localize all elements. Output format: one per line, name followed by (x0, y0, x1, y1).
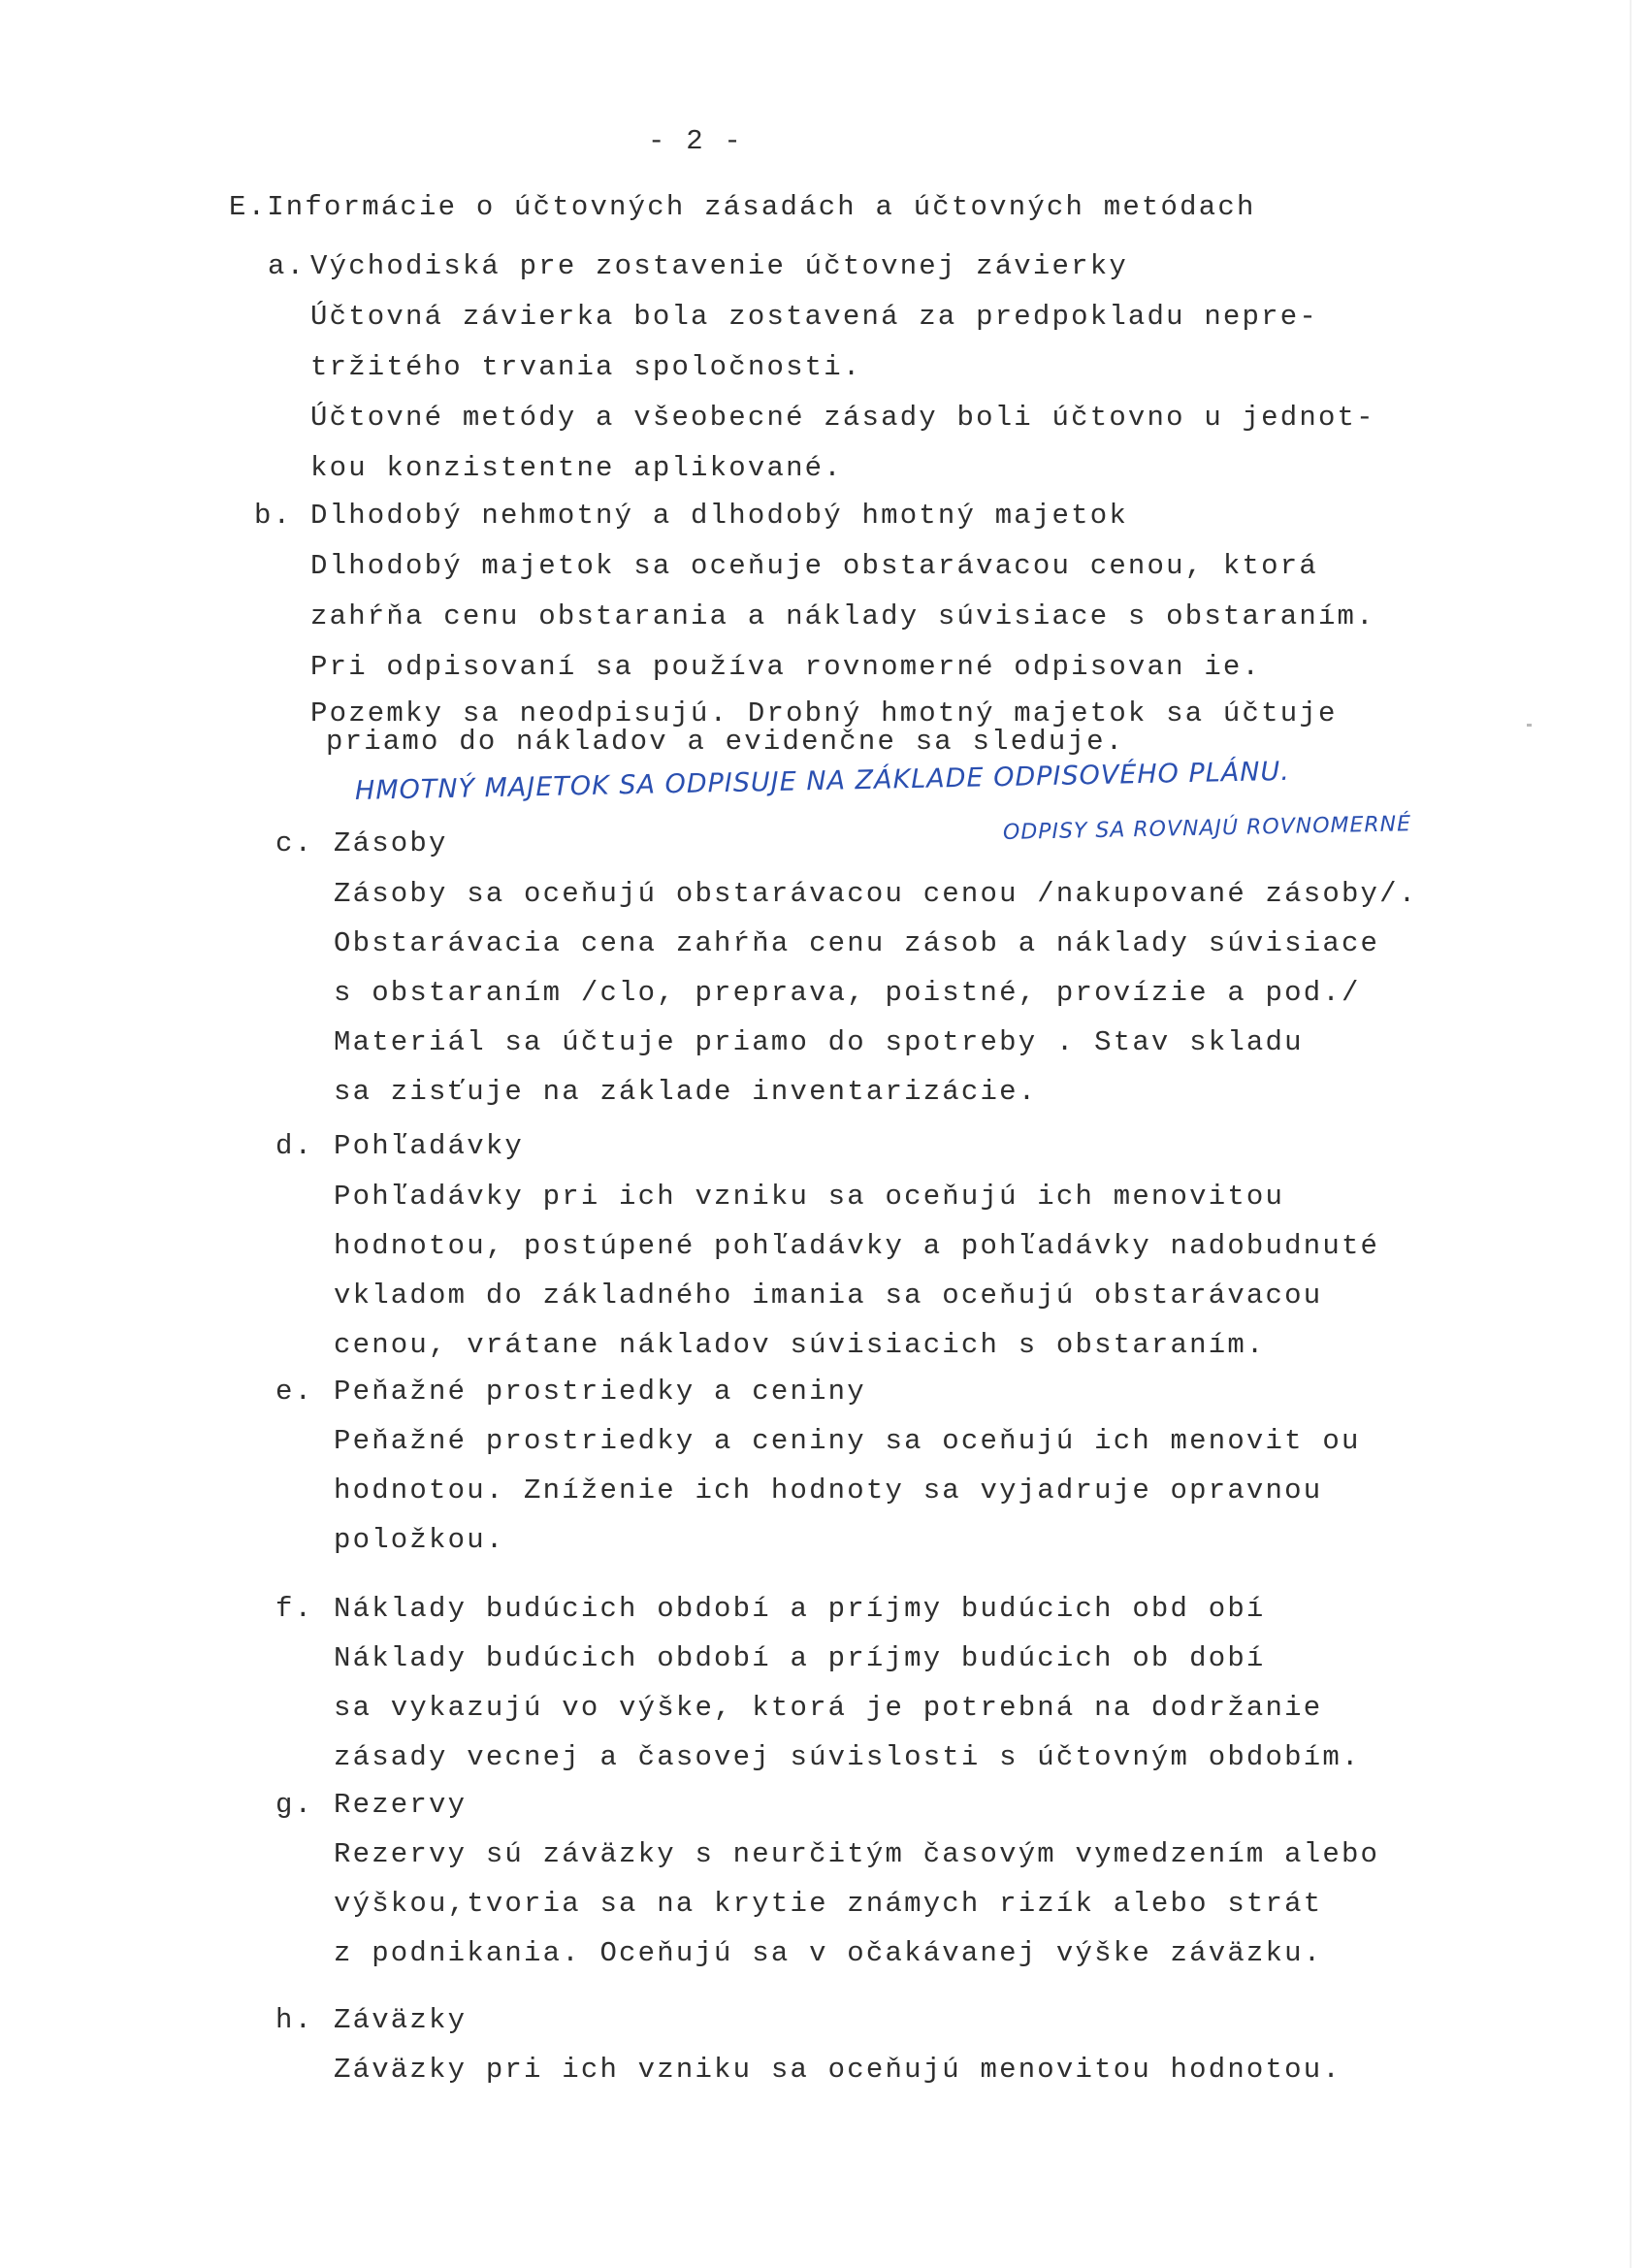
item-a-line: tržitého trvania spoločnosti. (310, 351, 862, 383)
item-d-line: vkladom do základného imania sa oceňujú obstarávacou (334, 1280, 1323, 1312)
item-h-title: Záväzky (334, 2004, 468, 2036)
section-heading: E.Informácie o účtovných zásadách a účtovných metódach (229, 191, 1256, 223)
item-h-marker: h. (275, 2004, 314, 2036)
item-e-line: položkou. (334, 1524, 505, 1556)
item-c-marker: c. (275, 827, 314, 859)
item-b-line: Pri odpisovaní sa používa rovnomerné odpisovan ie. (310, 651, 1262, 683)
item-c-line: sa zisťuje na základe inventarizácie. (334, 1076, 1038, 1108)
item-h-line: Záväzky pri ich vzniku sa oceňujú menovitou hodnotou. (334, 2054, 1342, 2086)
item-d-marker: d. (275, 1130, 314, 1162)
item-d-line: Pohľadávky pri ich vzniku sa oceňujú ich menovitou (334, 1181, 1285, 1213)
item-c-line: Materiál sa účtuje priamo do spotreby . Stav skladu (334, 1026, 1304, 1058)
item-d-line: cenou, vrátane nákladov súvisiacich s obstaraním. (334, 1329, 1266, 1361)
item-f-line: zásady vecnej a časovej súvislosti s účtovným obdobím. (334, 1741, 1361, 1773)
item-c-line: s obstaraním /clo, preprava, poistné, provízie a pod./ (334, 977, 1361, 1009)
item-b-line: zahŕňa cenu obstarania a náklady súvisiace s obstaraním. (310, 600, 1375, 632)
item-e-marker: e. (275, 1376, 314, 1408)
item-a-title: Východiská pre zostavenie účtovnej závierky (310, 250, 1128, 282)
item-b-line: priamo do nákladov a evidenčne sa sleduje. (326, 726, 1125, 758)
item-e-line: Peňažné prostriedky a ceniny sa oceňujú ich menovit ou (334, 1425, 1361, 1457)
item-g-title: Rezervy (334, 1789, 468, 1821)
item-b-line: Dlhodobý majetok sa oceňuje obstarávacou cenou, ktorá (310, 550, 1318, 582)
handwritten-note: ODPISY SA ROVNAJÚ ROVNOMERNÉ (1002, 812, 1412, 845)
item-d-line: hodnotou, postúpené pohľadávky a pohľadávky nadobudnuté (334, 1230, 1380, 1262)
page-number: - 2 - (648, 125, 744, 157)
item-a-marker: a. (268, 250, 307, 282)
handwritten-note: HMOTNÝ MAJETOK SA ODPISUJE NA ZÁKLADE ODPISOVÉHO PLÁNU. (354, 756, 1291, 806)
item-c-title: Zásoby (334, 827, 448, 859)
item-f-title: Náklady budúcich období a príjmy budúcich obd obí (334, 1593, 1266, 1625)
page-edge (1630, 0, 1632, 2268)
item-f-line: sa vykazujú vo výške, ktorá je potrebná na dodržanie (334, 1692, 1323, 1724)
item-g-line: výškou,tvoria sa na krytie známych rizík alebo strát (334, 1888, 1323, 1920)
item-b-line: Pozemky sa neodpisujú. Drobný hmotný majetok sa účtuje (310, 697, 1338, 729)
item-c-line: Zásoby sa oceňujú obstarávacou cenou /nakupované zásoby/. (334, 878, 1418, 910)
item-g-line: z podnikania. Oceňujú sa v očakávanej výške záväzku. (334, 1937, 1323, 1969)
item-f-line: Náklady budúcich období a príjmy budúcich ob dobí (334, 1642, 1266, 1674)
item-c-line: Obstarávacia cena zahŕňa cenu zásob a náklady súvisiace (334, 927, 1380, 959)
item-g-line: Rezervy sú záväzky s neurčitým časovým vymedzením alebo (334, 1838, 1380, 1870)
item-a-line: Účtovná závierka bola zostavená za predpokladu nepre- (310, 301, 1318, 333)
item-f-marker: f. (275, 1593, 314, 1625)
item-a-line: Účtovné metódy a všeobecné zásady boli účtovno u jednot- (310, 402, 1375, 434)
item-b-marker: b. (254, 500, 293, 532)
item-a-line: kou konzistentne aplikované. (310, 452, 843, 484)
item-e-line: hodnotou. Zníženie ich hodnoty sa vyjadruje opravnou (334, 1474, 1323, 1507)
item-d-title: Pohľadávky (334, 1130, 525, 1162)
speck (1527, 724, 1532, 727)
item-e-title: Peňažné prostriedky a ceniny (334, 1376, 866, 1408)
item-g-marker: g. (275, 1789, 314, 1821)
item-b-title: Dlhodobý nehmotný a dlhodobý hmotný majetok (310, 500, 1128, 532)
